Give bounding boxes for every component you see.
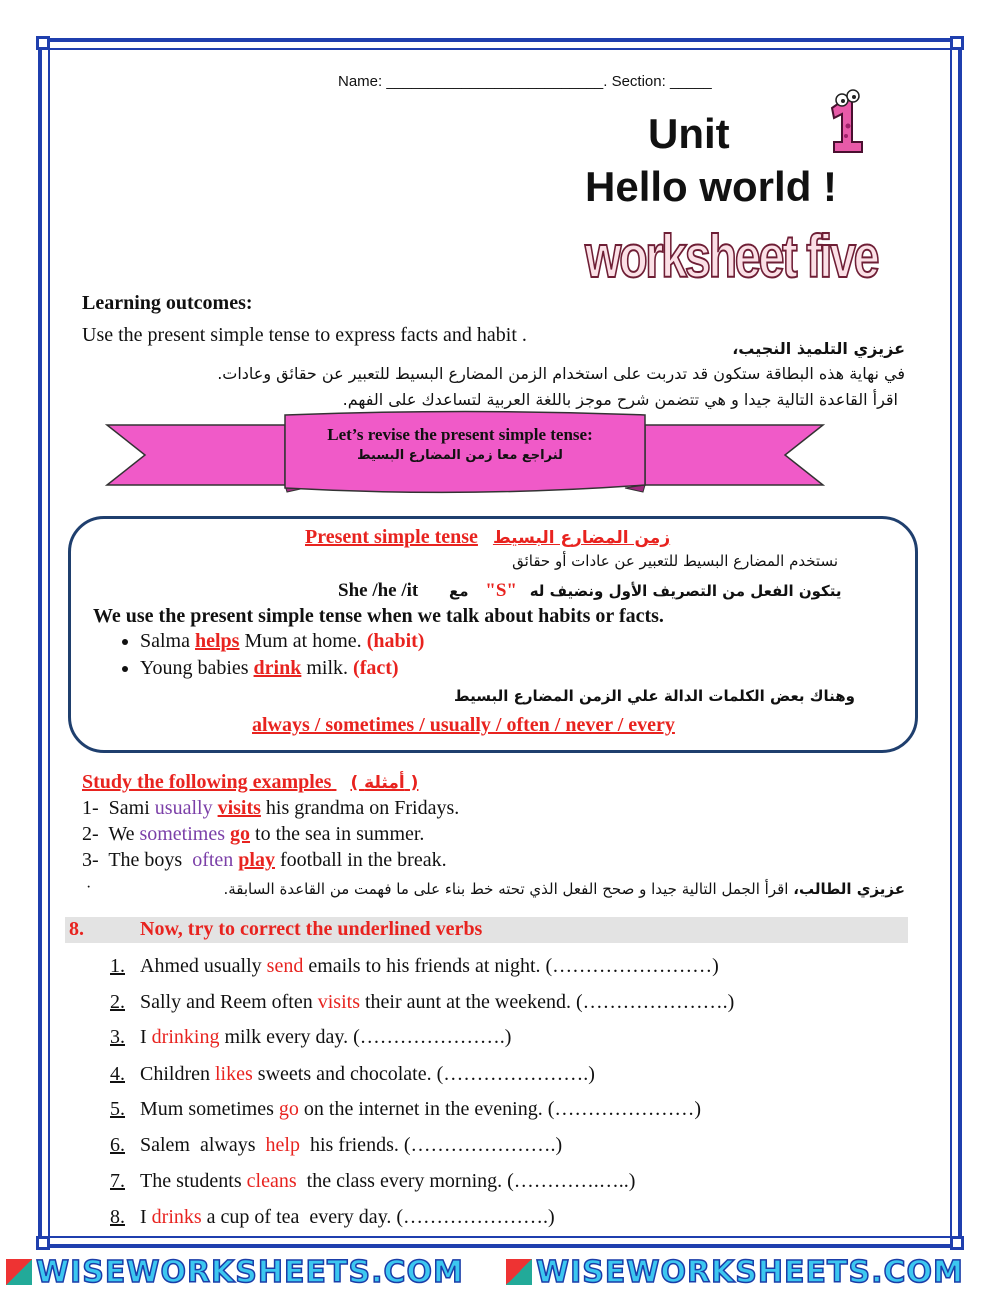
brand-logo-icon xyxy=(6,1259,32,1285)
exercise-item: 3. I drinking milk every day. (………………….) xyxy=(110,1026,512,1048)
name-section-line: Name: __________________________. Section: _____ xyxy=(338,73,712,90)
brand-text: WISEWORKSHEETS.COM xyxy=(536,1255,964,1290)
study-example: 2- We sometimes go to the sea in summer. xyxy=(82,823,425,845)
study-example: 3- The boys often play football in the break. xyxy=(82,849,447,871)
exercise-item: 2. Sally and Reem often visits their aunt at the weekend. (………………….) xyxy=(110,991,735,1013)
rule-example-tag: (habit) xyxy=(366,630,425,652)
rule-heading-en: Present simple tense xyxy=(305,526,478,548)
exercise-item: 7. The students cleans the class every morning. (………….…..) xyxy=(110,1170,636,1192)
arabic-outcome-line: في نهاية هذه البطاقة ستكون قد تدربت على استخدام الزمن المضارع البسيط للتعبير عن حقائق وعادات. xyxy=(217,364,905,383)
rule-arabic-use: نستخدم المضارع البسيط للتعبير عن عادات أو حقائق xyxy=(512,552,838,570)
exercise-verb: cleans xyxy=(246,1170,297,1192)
exercise-verb: drinks xyxy=(151,1206,202,1228)
rule-arabic-keywords: وهناك بعض الكلمات الدالة علي الزمن المضارع البسيط xyxy=(454,687,855,705)
corner-ornament xyxy=(950,36,964,50)
number-one-mascot xyxy=(822,86,872,158)
study-example: 1- Sami usually visits his grandma on Fridays. xyxy=(82,797,460,819)
outcomes-text: Use the present simple tense to express facts and habit . xyxy=(82,324,527,346)
study-verb: play xyxy=(238,849,275,871)
rule-pronouns: She /he /it xyxy=(338,580,419,601)
exercise-item: 8. I drinks a cup of tea every day. (………………….) xyxy=(110,1206,555,1228)
study-arabic-instruction xyxy=(223,880,905,898)
rule-heading xyxy=(305,526,670,549)
brand-footer-logo xyxy=(536,1255,964,1290)
corner-ornament xyxy=(950,1236,964,1250)
keywords-line: always / sometimes / usually / often / never / every xyxy=(252,714,675,736)
rule-heading-ar: زمن المضارع البسيط xyxy=(492,528,671,548)
rule-example-verb: helps xyxy=(195,630,240,652)
rule-example: • Young babies drink milk. (fact) xyxy=(140,657,424,680)
adverb: often xyxy=(192,849,234,871)
arabic-instruction: اقرأ الجمل التالية جيدا و صحح الفعل الذي تحته خط بناء على ما فهمت من القاعدة السابقة. xyxy=(223,880,789,898)
unit-title: Unit xyxy=(648,110,730,157)
section-number: 8. xyxy=(69,918,84,940)
exercise-item: 4. Children likes sweets and chocolate. (………………….) xyxy=(110,1063,595,1085)
exercise-verb: help xyxy=(265,1134,300,1156)
brand-logo-icon xyxy=(506,1259,532,1285)
study-verb: go xyxy=(230,823,251,845)
arabic-instruction-line: اقرأ القاعدة التالية جيدا و هي تتضمن شرح موجز باللغة العربية لتساعدك على الفهم. xyxy=(342,390,898,409)
unit-name: Hello world ! xyxy=(585,163,837,210)
study-heading-ar: ( أمثلة ) xyxy=(350,773,419,793)
rule-s-letter: "S" xyxy=(485,580,517,601)
exercise-verb: likes xyxy=(215,1063,253,1085)
adverb: usually xyxy=(154,797,213,819)
corner-ornament xyxy=(36,1236,50,1250)
bullet-dot: · xyxy=(86,879,92,896)
rule-arabic-form: يتكون الفعل من التصريف الأول ونضيف له xyxy=(529,582,842,600)
arabic-student-greeting: عزيزي الطالب، xyxy=(793,880,905,898)
exercise-item: 1. Ahmed usually send emails to his friends at night. (……………………) xyxy=(110,955,719,977)
study-verb: visits xyxy=(217,797,261,819)
rule-arabic-with: مع xyxy=(448,582,469,600)
worksheet-title: worksheet five xyxy=(585,223,878,290)
banner-arabic: لنراجع معا زمن المضارع البسيط xyxy=(357,448,563,463)
exercise-item: 6. Salem always help his friends. (………………….) xyxy=(110,1134,563,1156)
outcomes-heading: Learning outcomes: xyxy=(82,292,253,314)
brand-footer-logo xyxy=(36,1255,464,1290)
corner-ornament xyxy=(36,36,50,50)
rule-example-list xyxy=(100,630,424,680)
exercise-verb: go xyxy=(278,1098,299,1120)
exercise-verb: send xyxy=(266,955,304,977)
exercise-verb: visits xyxy=(317,991,360,1013)
adverb: sometimes xyxy=(139,823,226,845)
rule-example: • Salma helps Mum at home. (habit) xyxy=(140,630,424,653)
rule-example-verb: drink xyxy=(253,657,302,679)
arabic-greeting: عزيزي التلميذ النجيب، xyxy=(732,339,905,358)
section-title: Now, try to correct the underlined verbs xyxy=(140,918,483,940)
rule-english: We use the present simple tense when we talk about habits or facts. xyxy=(93,605,664,627)
study-heading-en: Study the following examples xyxy=(82,771,332,793)
rule-form-line xyxy=(338,580,842,602)
study-heading xyxy=(82,771,418,794)
banner-title: Let’s revise the present simple tense: xyxy=(327,425,593,444)
brand-text: WISEWORKSHEETS.COM xyxy=(36,1255,464,1290)
exercise-verb: drinking xyxy=(151,1026,220,1048)
rule-example-tag: (fact) xyxy=(353,657,399,679)
exercise-item: 5. Mum sometimes go on the internet in the evening. (…………………) xyxy=(110,1098,702,1120)
